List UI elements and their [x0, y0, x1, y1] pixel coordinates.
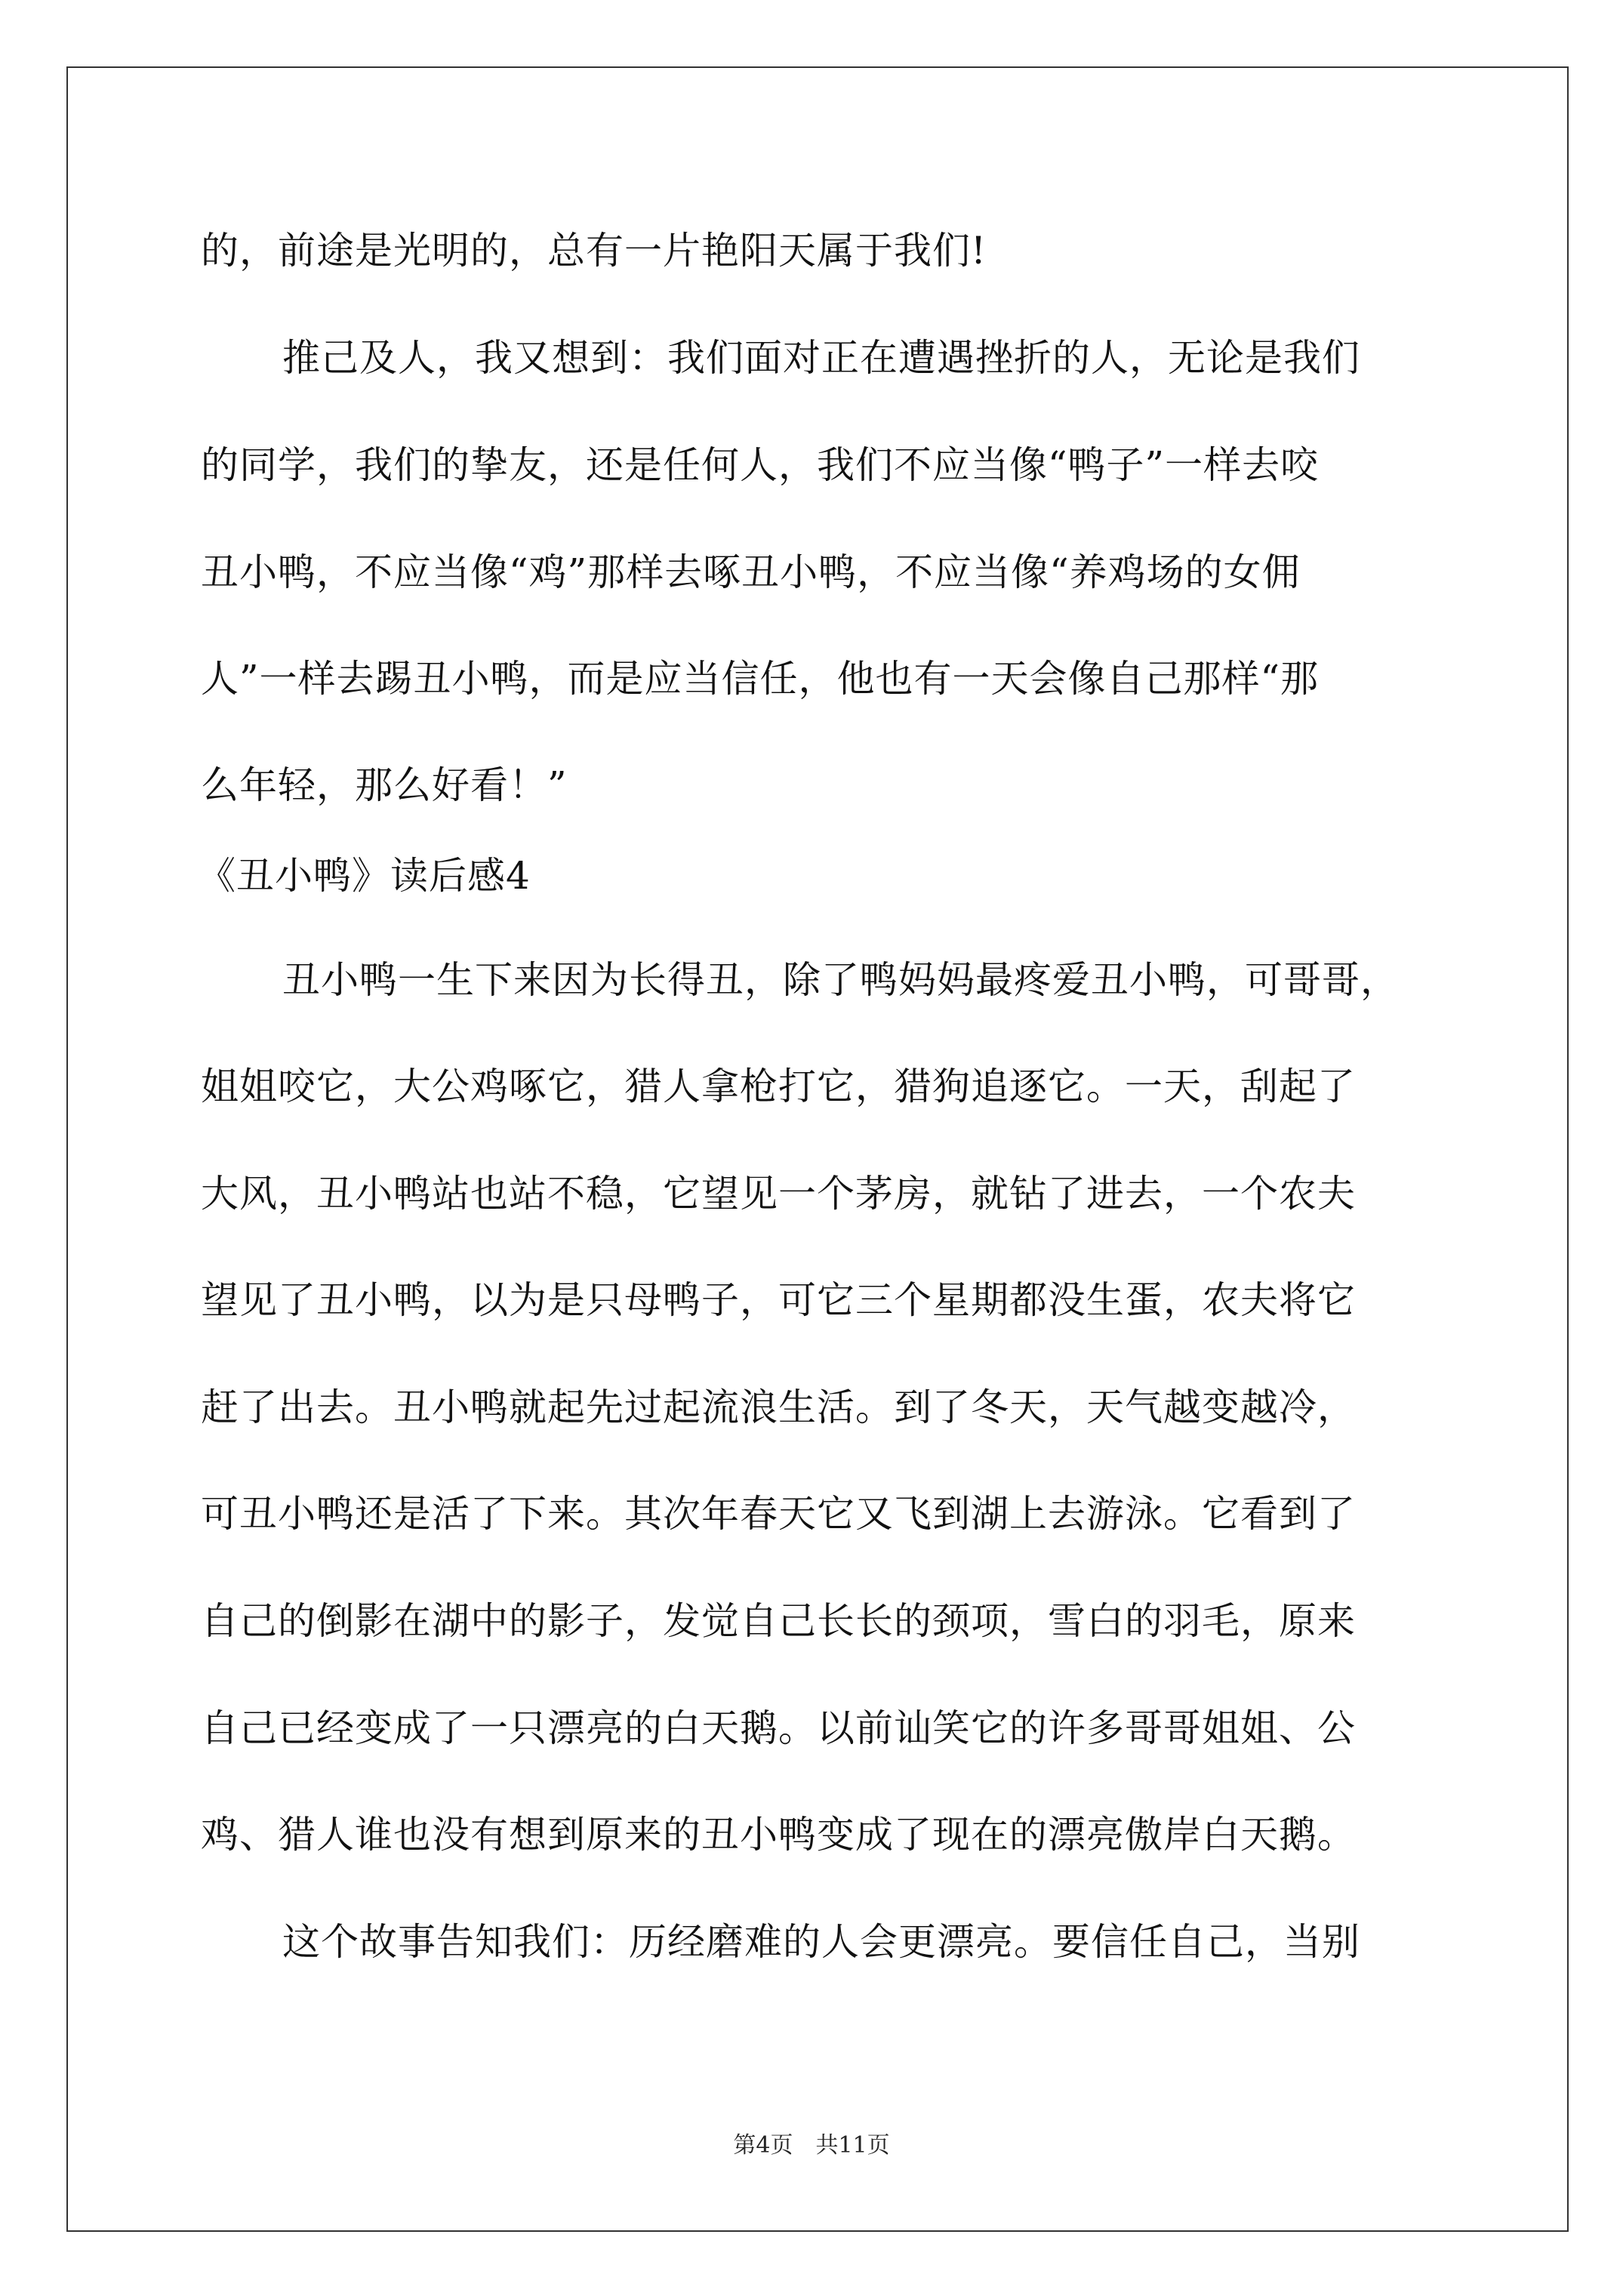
text-line: 望见了丑小鸭，以为是只母鸭子，可它三个星期都没生蛋，农夫将它	[201, 1278, 1356, 1322]
text-line: 姐姐咬它，大公鸡啄它，猎人拿枪打它，猎狗追逐它。一天，刮起了	[201, 1065, 1356, 1108]
page-number: 第4页 共11页	[733, 2132, 890, 2159]
text-line: 鸡、猎人谁也没有想到原来的丑小鸭变成了现在的漂亮傲岸白天鹅。	[201, 1813, 1356, 1857]
text-line: 么年轻，那么好看！”	[201, 763, 568, 807]
text-line: 丑小鸭，不应当像“鸡”那样去啄丑小鸭，不应当像“养鸡场的女佣	[201, 550, 1301, 594]
paragraph-first-line: 这个故事告知我们：历经磨难的人会更漂亮。要信任自己，当别	[282, 1920, 1360, 1964]
paragraph-first-line: 丑小鸭一生下来因为长得丑，除了鸭妈妈最疼爱丑小鸭，可哥哥，	[282, 958, 1399, 1002]
page-border	[66, 66, 1569, 2232]
text-line: 可丑小鸭还是活了下来。其次年春天它又飞到湖上去游泳。它看到了	[201, 1492, 1356, 1536]
text-line: 的，前途是光明的，总有一片艳阳天属于我们!	[201, 229, 987, 273]
paragraph-first-line: 推己及人，我又想到：我们面对正在遭遇挫折的人，无论是我们	[282, 336, 1360, 380]
text-line: 人”一样去踢丑小鸭，而是应当信任，他也有一天会像自己那样“那	[201, 657, 1320, 701]
text-line: 的同学，我们的挚友，还是任何人，我们不应当像“鸭子”一样去咬	[201, 443, 1320, 487]
text-line: 大风，丑小鸭站也站不稳，它望见一个茅房，就钻了进去，一个农夫	[201, 1172, 1356, 1216]
text-line: 自己的倒影在湖中的影子，发觉自己长长的颈项，雪白的羽毛，原来	[201, 1599, 1356, 1643]
text-line: 自己已经变成了一只漂亮的白天鹅。以前讪笑它的许多哥哥姐姐、公	[201, 1706, 1356, 1750]
text-line: 赶了出去。丑小鸭就起先过起流浪生活。到了冬天，天气越变越冷，	[201, 1385, 1356, 1429]
section-heading: 《丑小鸭》读后感4	[198, 854, 531, 898]
